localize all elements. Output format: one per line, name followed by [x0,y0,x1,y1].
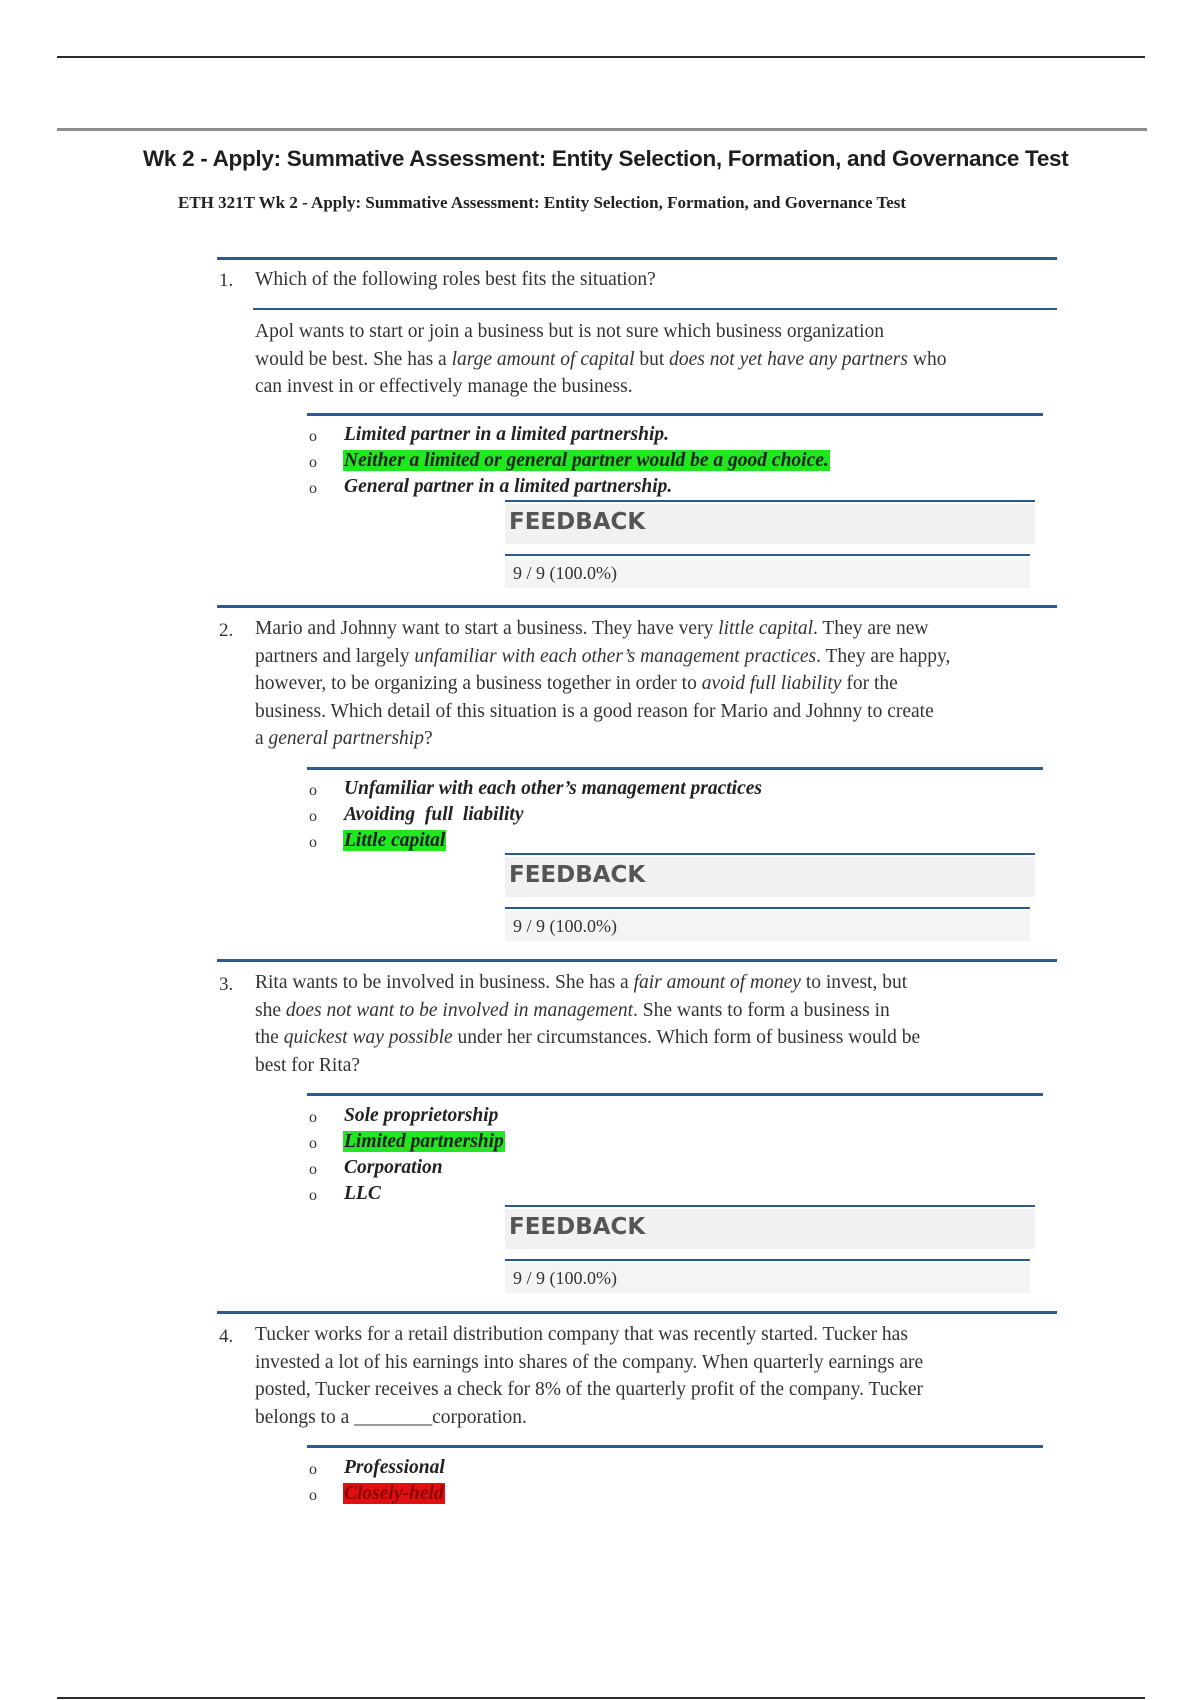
feedback-3-score: 9 / 9 (100.0%) [505,1263,1030,1293]
prompt-line: best for Rita? [255,1054,361,1076]
question-4-options-rule [307,1445,1043,1448]
radio-icon[interactable]: o [309,808,317,825]
option-label-text: Sole proprietorship [344,1105,499,1126]
question-1-option-label[interactable] [343,476,673,498]
header-divider [57,128,1147,131]
question-3-option-label-correct[interactable] [343,1131,505,1153]
prompt-line: the quickest way possible under her circumstances. Which form of business would be [255,1027,921,1048]
radio-icon[interactable]: o [309,1161,317,1178]
radio-icon[interactable]: o [309,1109,317,1126]
option-label-text: LLC [344,1183,381,1204]
feedback-1-score: 9 / 9 (100.0%) [505,558,1030,588]
prompt-line: invested a lot of his earnings into shares of the company. When quarterly earnings are [255,1351,924,1373]
question-4-option-label-incorrect[interactable] [343,1483,445,1505]
question-1-option-label-correct[interactable] [343,450,830,472]
question-3-options-rule [307,1093,1043,1096]
option-label-text: Neither a limited or general partner would be a good choice. [344,450,829,471]
radio-icon[interactable]: o [309,1487,317,1504]
prompt-line: Rita wants to be involved in business. She has a fair amount of money to invest, but [255,972,908,993]
question-2-option[interactable] [309,808,317,826]
option-label-text: Professional [344,1457,445,1478]
prompt-line: partners and largely unfamiliar with each other’s management practices. They are happy, [255,645,951,667]
scenario-line: can invest in or effectively manage the business. [255,376,633,397]
option-label-text: Little capital [344,830,446,851]
prompt-line: a general partnership? [255,728,433,749]
question-4-prompt [255,1321,923,1431]
feedback-1-heading: FEEDBACK [505,504,1035,544]
question-4-option-label[interactable] [343,1457,446,1479]
question-2-option-label[interactable] [343,804,524,826]
prompt-line: Tucker works for a retail distribution company that was recently started. Tucker has [255,1324,908,1345]
question-4-option[interactable] [309,1461,317,1479]
feedback-2-heading: FEEDBACK [505,857,1035,897]
prompt-line: business. Which detail of this situation is a good reason for Mario and Johnny to create [255,700,934,722]
question-3-option-label[interactable] [343,1105,499,1127]
question-1-prompt-rule [253,308,1057,310]
question-2-prompt [255,615,950,753]
question-3-option[interactable] [309,1161,317,1179]
question-4-number: 4. [219,1326,234,1347]
radio-icon[interactable]: o [309,1461,317,1478]
question-2-top-rule [217,605,1057,608]
question-2-option-label-correct[interactable] [343,830,446,852]
question-4-option[interactable] [309,1487,317,1505]
radio-icon[interactable]: o [309,1187,317,1204]
question-3-option[interactable] [309,1109,317,1127]
question-1-option[interactable] [309,428,317,446]
question-2-option-label[interactable] [343,778,763,800]
question-1-number: 1. [219,270,234,291]
question-4-top-rule [217,1311,1057,1314]
radio-icon[interactable]: o [309,1135,317,1152]
option-label-text: Unfamiliar with each other’s management practices [344,778,762,799]
question-1-option-label[interactable] [343,424,670,446]
page-title: Wk 2 - Apply: Summative Assessment: Entity Selection, Formation, and Governance Test [143,146,1069,171]
question-3-option-label[interactable] [343,1157,444,1179]
question-1-options-rule [307,413,1043,416]
question-3-option-label[interactable] [343,1183,382,1205]
feedback-2-top-rule [505,853,1035,855]
question-2-number: 2. [219,620,234,641]
page-bottom-rule [57,1697,1145,1699]
feedback-1-top-rule [505,500,1035,502]
prompt-line: Mario and Johnny want to start a business. They have very little capital. They are new [255,618,929,639]
scenario-line: Apol wants to start or join a business but is not sure which business organization [255,321,884,342]
question-2-option[interactable] [309,782,317,800]
option-label-text: Limited partner in a limited partnership. [344,424,670,445]
feedback-1-score-rule [505,554,1030,556]
question-2-options-rule [307,767,1043,770]
page-subtitle: ETH 321T Wk 2 - Apply: Summative Assessment: Entity Selection, Formation, and Governance Test [178,193,907,212]
prompt-line: she does not want to be involved in management. She wants to form a business in [255,999,890,1021]
radio-icon[interactable]: o [309,480,317,497]
feedback-2-score-rule [505,907,1030,909]
question-1-top-rule [217,257,1057,260]
question-1-option[interactable] [309,480,317,498]
prompt-line: posted, Tucker receives a check for 8% of the quarterly profit of the company. Tucker [255,1379,924,1400]
radio-icon[interactable]: o [309,782,317,799]
feedback-2-score: 9 / 9 (100.0%) [505,911,1030,941]
question-3-option[interactable] [309,1187,317,1205]
radio-icon[interactable]: o [309,454,317,471]
prompt-line: however, to be organizing a business together in order to avoid full liability for the [255,673,898,694]
radio-icon[interactable]: o [309,834,317,851]
question-1-prompt: Which of the following roles best fits the situation? [255,269,656,290]
question-3-number: 3. [219,974,234,995]
page-top-rule [57,56,1145,58]
option-label-text: Avoiding full liability [344,804,524,825]
feedback-3-top-rule [505,1205,1035,1207]
feedback-3-score-rule [505,1259,1030,1261]
radio-icon[interactable]: o [309,428,317,445]
option-label-text: General partner in a limited partnership. [344,476,673,497]
option-label-text: Closely-held [344,1483,444,1504]
feedback-3-heading: FEEDBACK [505,1209,1035,1249]
question-1-option[interactable] [309,454,317,472]
prompt-line: belongs to a ________corporation. [255,1406,527,1428]
question-1-scenario [255,318,946,401]
question-3-top-rule [217,959,1057,962]
option-label-text: Limited partnership [344,1131,504,1152]
question-2-option[interactable] [309,834,317,852]
question-3-option[interactable] [309,1135,317,1153]
scenario-line: would be best. She has a large amount of capital but does not yet have any partners who [255,348,947,370]
option-label-text: Corporation [344,1157,443,1178]
question-3-prompt [255,969,920,1079]
